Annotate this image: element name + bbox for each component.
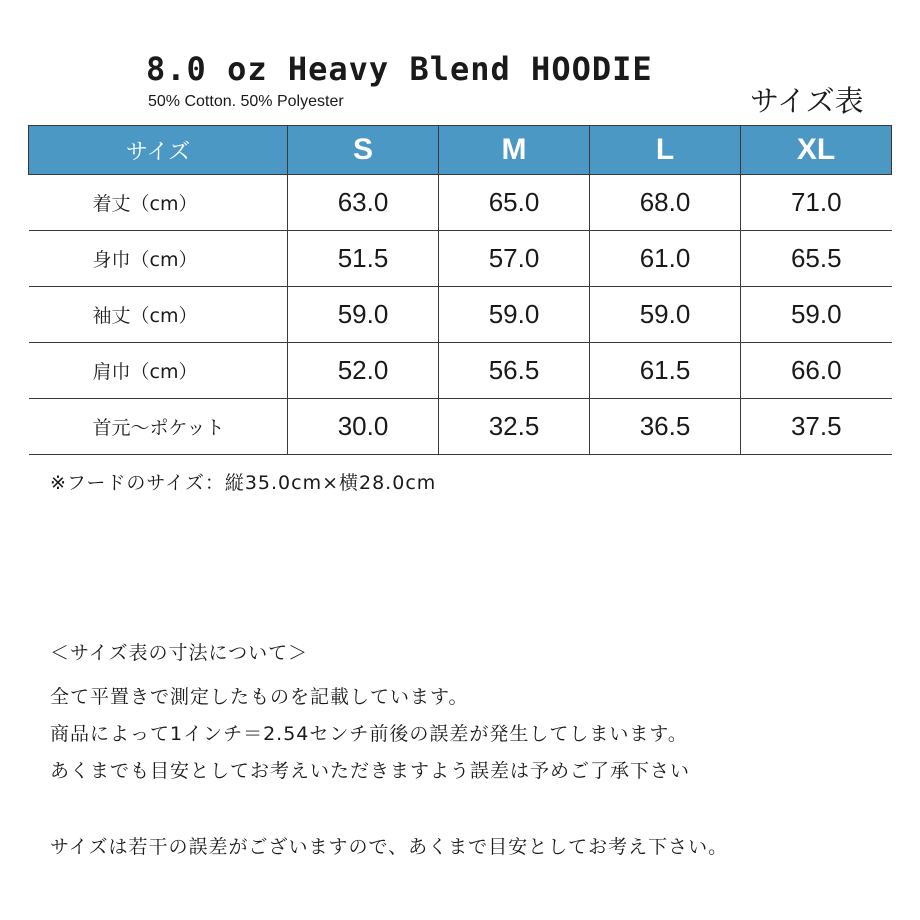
size-table [28, 125, 892, 455]
table-cell: 63.0 [288, 175, 439, 231]
table-row [29, 175, 892, 231]
row-label-sleeve-length: 袖丈（cm） [29, 287, 288, 343]
table-cell: 30.0 [288, 399, 439, 455]
header-size-xl: XL [741, 126, 892, 175]
table-row [29, 343, 892, 399]
table-cell: 59.0 [288, 287, 439, 343]
table-cell: 37.5 [741, 399, 892, 455]
size-chart-label: サイズ表 [750, 84, 864, 118]
row-label-body-width: 身巾（cm） [29, 231, 288, 287]
size-table-header-row [29, 126, 892, 175]
table-cell: 56.5 [439, 343, 590, 399]
product-title: 8.0 oz Heavy Blend HOODIE [146, 50, 653, 88]
header-size-s: S [288, 126, 439, 175]
table-cell: 57.0 [439, 231, 590, 287]
table-cell: 59.0 [741, 287, 892, 343]
row-label-shoulder-width: 肩巾（cm） [29, 343, 288, 399]
measurement-note-line: あくまでも目安としてお考えいただきますよう誤差は予めご了承下さい [50, 760, 691, 782]
table-cell: 59.0 [439, 287, 590, 343]
table-cell: 68.0 [590, 175, 741, 231]
material-subtitle: 50% Cotton. 50% Polyester [148, 93, 344, 110]
table-cell: 59.0 [590, 287, 741, 343]
header-size-l: L [590, 126, 741, 175]
table-cell: 65.5 [741, 231, 892, 287]
table-cell: 36.5 [590, 399, 741, 455]
table-cell: 65.0 [439, 175, 590, 231]
row-label-length: 着丈（cm） [29, 175, 288, 231]
table-row [29, 399, 892, 455]
measurement-note-line: 全て平置きで測定したものを記載しています。 [50, 686, 469, 708]
measurement-notes-heading: ＜サイズ表の寸法について＞ [50, 642, 309, 664]
table-cell: 71.0 [741, 175, 892, 231]
table-cell: 32.5 [439, 399, 590, 455]
table-cell: 61.0 [590, 231, 741, 287]
table-cell: 61.5 [590, 343, 741, 399]
row-label-neck-to-pocket: 首元～ポケット [29, 399, 288, 455]
table-cell: 52.0 [288, 343, 439, 399]
table-row [29, 231, 892, 287]
table-cell: 66.0 [741, 343, 892, 399]
header-size-label: サイズ [29, 126, 288, 175]
header-size-m: M [439, 126, 590, 175]
table-row [29, 287, 892, 343]
closing-note: サイズは若干の誤差がございますので、あくまで目安としてお考え下さい。 [50, 836, 729, 858]
table-cell: 51.5 [288, 231, 439, 287]
measurement-note-line: 商品によって1インチ＝2.54センチ前後の誤差が発生してしまいます。 [50, 723, 688, 745]
hood-size-note: ※フードのサイズ：縦35.0cm×横28.0cm [50, 472, 437, 494]
